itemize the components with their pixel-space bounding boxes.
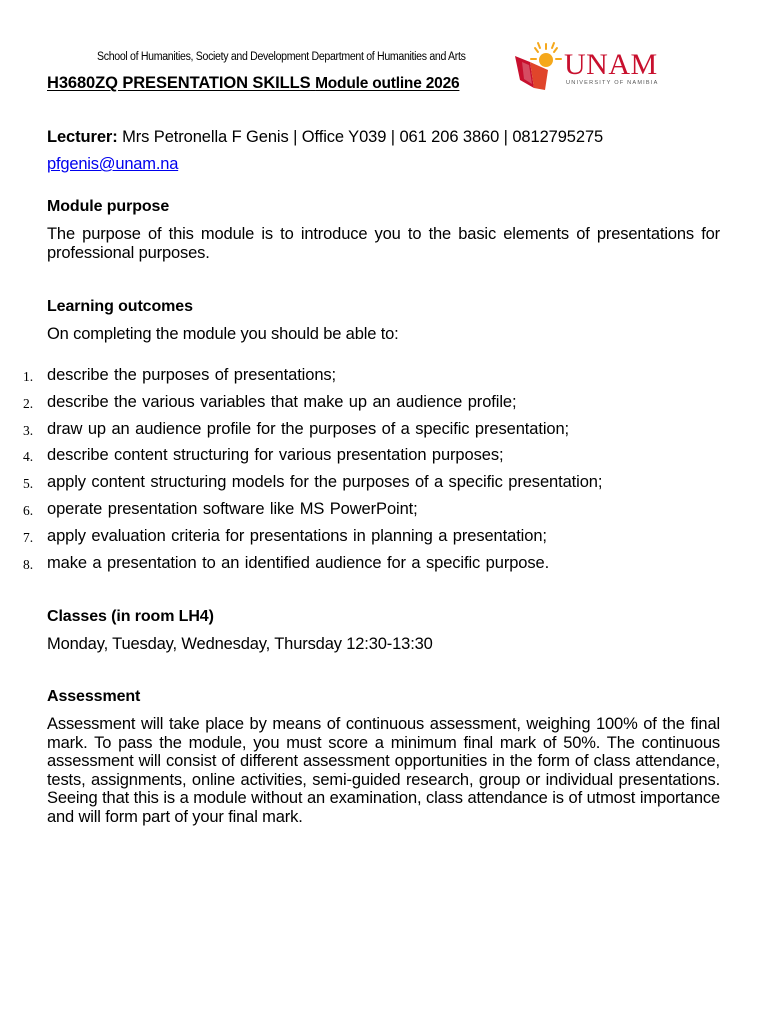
module-purpose-heading: Module purpose [47, 198, 170, 215]
sun-icon [531, 43, 561, 67]
learning-outcomes-heading: Learning outcomes [47, 298, 193, 315]
classes-heading: Classes (in room LH4) [47, 608, 214, 625]
module-title [47, 74, 459, 93]
learning-outcomes-intro: On completing the module you should be able to: [47, 325, 399, 343]
document-page: School of Humanities, Society and Development Department of Humanities and Arts H3680ZQ PRESENTATION SKILLS Module outline 2026 UNAM UNIVERSITY OF NAMIBIA Lecturer: Mrs Petronella F Genis | Office Y039 | 061 206 3860 | 0812795275 pfgenis@unam.na Module purpose The purpose of this module is to introduce you to the basic elements of presentations for professional purposes. Learning outcomes On completing the module you should be able to: 1. describe the purposes of presentations; 2. describe the various variables that make up an audience profile; 3. draw up an audience profile for the purposes of a specific presentation; 4. describe content structuring for various presentation purposes; 5. apply content structuring models for the purposes of a specific presentation; 6. operate presentation software like MS PowerPoint; 7. apply evaluation criteria for presentations in planning a presentation; 8. make a presentation to an identified audience for a specific purpose. Classes (in room LH4) Monday, Tuesday, Wednesday, Thursday 12:30-13:30 Assessment Assessment will take place by means of continuous assessment, weighing 100% of the final mark. To pass the module, you must score a minimum final mark of 50%. The continuous assessment will consist of different assessment opportunities in the form of class attendance, tests, assignments, online activities, semi-guided research, group or individual presentations. Seeing that this is a module without an examination, class attendance is of utmost importance and will form part of your final mark. [0, 0, 768, 1024]
module-outline-label: Module outline 2026 [315, 75, 460, 92]
lecturer-label: Lecturer: [47, 128, 118, 146]
lecturer-email-link[interactable]: pfgenis@unam.na [47, 155, 179, 173]
unam-subtitle: UNIVERSITY OF NAMIBIA [566, 80, 659, 86]
unam-wordmark: UNAM [564, 48, 658, 81]
lecturer-line [47, 128, 603, 147]
classes-schedule: Monday, Tuesday, Wednesday, Thursday 12:30-13:30 [47, 635, 433, 653]
assessment-heading: Assessment [47, 688, 141, 705]
module-purpose-text: The purpose of this module is to introduce you to the basic elements of presentations for professional purposes. [47, 225, 720, 262]
assessment-text: Assessment will take place by means of continuous assessment, weighing 100% of the final mark. To pass the module, you must score a minimum final mark of 50%. The continuous assessment will consist of different assessment opportunities in the form of class attendance, tests, assignments, online activities, semi-guided research, group or individual presentations. Seeing that this is a module without an examination, class attendance is of utmost importance and will form part of your final mark. [47, 715, 720, 826]
school-department-line: School of Humanities, Society and Development Department of Humanities and Arts [97, 51, 466, 63]
lecturer-details: Mrs Petronella F Genis | Office Y039 | 061 206 3860 | 0812795275 [122, 128, 604, 146]
course-code-title: H3680ZQ PRESENTATION SKILLS [47, 74, 311, 92]
unam-logo [512, 40, 672, 92]
